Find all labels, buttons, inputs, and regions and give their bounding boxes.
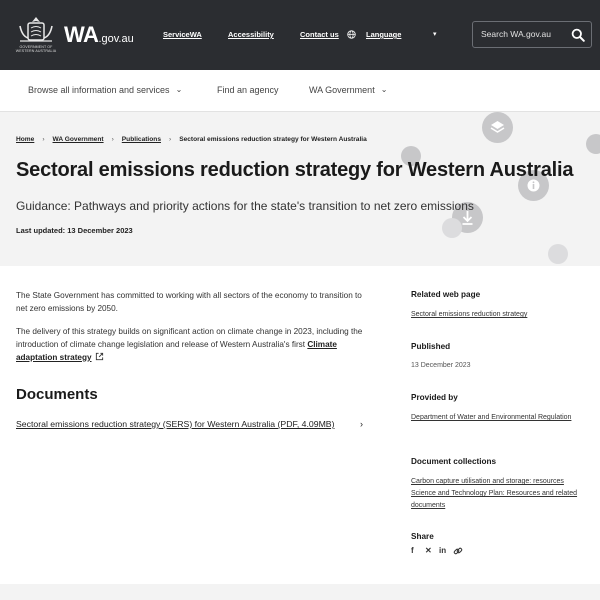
decorative-circle: [442, 218, 462, 238]
globe-icon: [347, 30, 356, 39]
breadcrumb-publications[interactable]: Publications: [121, 136, 161, 143]
intro-paragraph: The State Government has committed to working with all sectors of the economy to transition to net zero emissions by 2050.: [16, 291, 362, 313]
page-subtitle: [16, 199, 474, 213]
crest-caption: GOVERNMENT OF WESTERN AUSTRALIA: [15, 45, 57, 54]
breadcrumb: [16, 136, 367, 143]
provider-link[interactable]: Department of Water and Environmental Regulation: [411, 414, 572, 421]
nav-label: Find an agency: [217, 85, 279, 95]
contact-us-link[interactable]: Contact us: [300, 30, 339, 39]
breadcrumb-separator-icon: ›: [111, 136, 114, 143]
related-heading: Related web page: [411, 290, 481, 299]
search-icon[interactable]: [571, 28, 585, 42]
site-header: [0, 0, 600, 70]
nav-find-agency[interactable]: [217, 85, 279, 95]
related-web-page-link[interactable]: Sectoral emissions reduction strategy: [411, 311, 528, 318]
share-heading: Share: [411, 532, 434, 541]
nav-browse-services[interactable]: [28, 85, 182, 95]
main-navigation: [0, 70, 600, 112]
brand-suffix: .gov.au: [98, 33, 134, 45]
subtitle-colon: :: [67, 199, 75, 213]
document-pdf-link[interactable]: Sectoral emissions reduction strategy (SERS) for Western Australia (PDF, 4.09MB): [16, 419, 335, 429]
caret-down-icon[interactable]: ▾: [433, 31, 437, 38]
x-icon[interactable]: ✕: [425, 546, 432, 555]
accessibility-link[interactable]: Accessibility: [228, 30, 274, 39]
nav-wa-government[interactable]: [309, 85, 387, 95]
chevron-right-icon: ›: [360, 419, 363, 429]
breadcrumb-separator-icon: ›: [42, 136, 45, 143]
last-updated: Last updated: 13 December 2023: [16, 226, 133, 235]
published-date: 13 December 2023: [411, 362, 471, 369]
chevron-down-icon: ⌄: [175, 85, 183, 94]
paragraph-text: The delivery of this strategy builds on significant action on climate change in 2023, including the introduction of climate change legislation and release of Western Australia's first: [16, 327, 363, 349]
facebook-icon[interactable]: f: [411, 546, 414, 555]
search-input[interactable]: [481, 29, 567, 39]
linkedin-icon[interactable]: in: [439, 546, 447, 555]
decorative-circle: [548, 244, 568, 264]
documents-heading: Documents: [16, 386, 98, 403]
language-selector[interactable]: Language: [366, 30, 402, 39]
decorative-layers-icon: [482, 112, 513, 143]
external-link-icon: [95, 352, 104, 361]
footer-band: [0, 584, 600, 600]
collection-link[interactable]: Carbon capture utilisation and storage: resources: [411, 478, 564, 485]
subtitle-text: Pathways and priority actions for the state's transition to net zero emissions: [74, 199, 474, 213]
breadcrumb-home[interactable]: Home: [16, 136, 35, 143]
nav-label: WA Government: [309, 85, 375, 95]
page-hero: [0, 112, 600, 266]
provided-by-heading: Provided by: [411, 393, 458, 402]
climate-adaptation-link[interactable]: Climate adaptation strategy: [16, 340, 337, 362]
subtitle-type: Guidance: [16, 199, 68, 213]
chevron-down-icon: ⌄: [380, 85, 388, 94]
collections-heading: Document collections: [411, 457, 497, 466]
servicewa-link[interactable]: ServiceWA: [163, 30, 202, 39]
search-box: [472, 21, 592, 48]
site-brand[interactable]: [64, 22, 134, 48]
nav-label: Browse all information and services: [28, 85, 170, 95]
collection-link[interactable]: Science and Technology Plan: Resources and related documents: [411, 490, 578, 509]
breadcrumb-wa-government[interactable]: WA Government: [52, 136, 104, 143]
breadcrumb-separator-icon: ›: [168, 136, 172, 143]
published-heading: Published: [411, 342, 451, 351]
decorative-circle: [586, 134, 600, 154]
breadcrumb-current: Sectoral emissions reduction strategy for Western Australia: [179, 136, 367, 143]
strategy-paragraph: [16, 325, 366, 364]
page-title: Sectoral emissions reduction strategy for Western Australia: [16, 159, 574, 181]
brand-name: WA: [64, 22, 99, 47]
copy-link-icon[interactable]: [453, 546, 463, 556]
